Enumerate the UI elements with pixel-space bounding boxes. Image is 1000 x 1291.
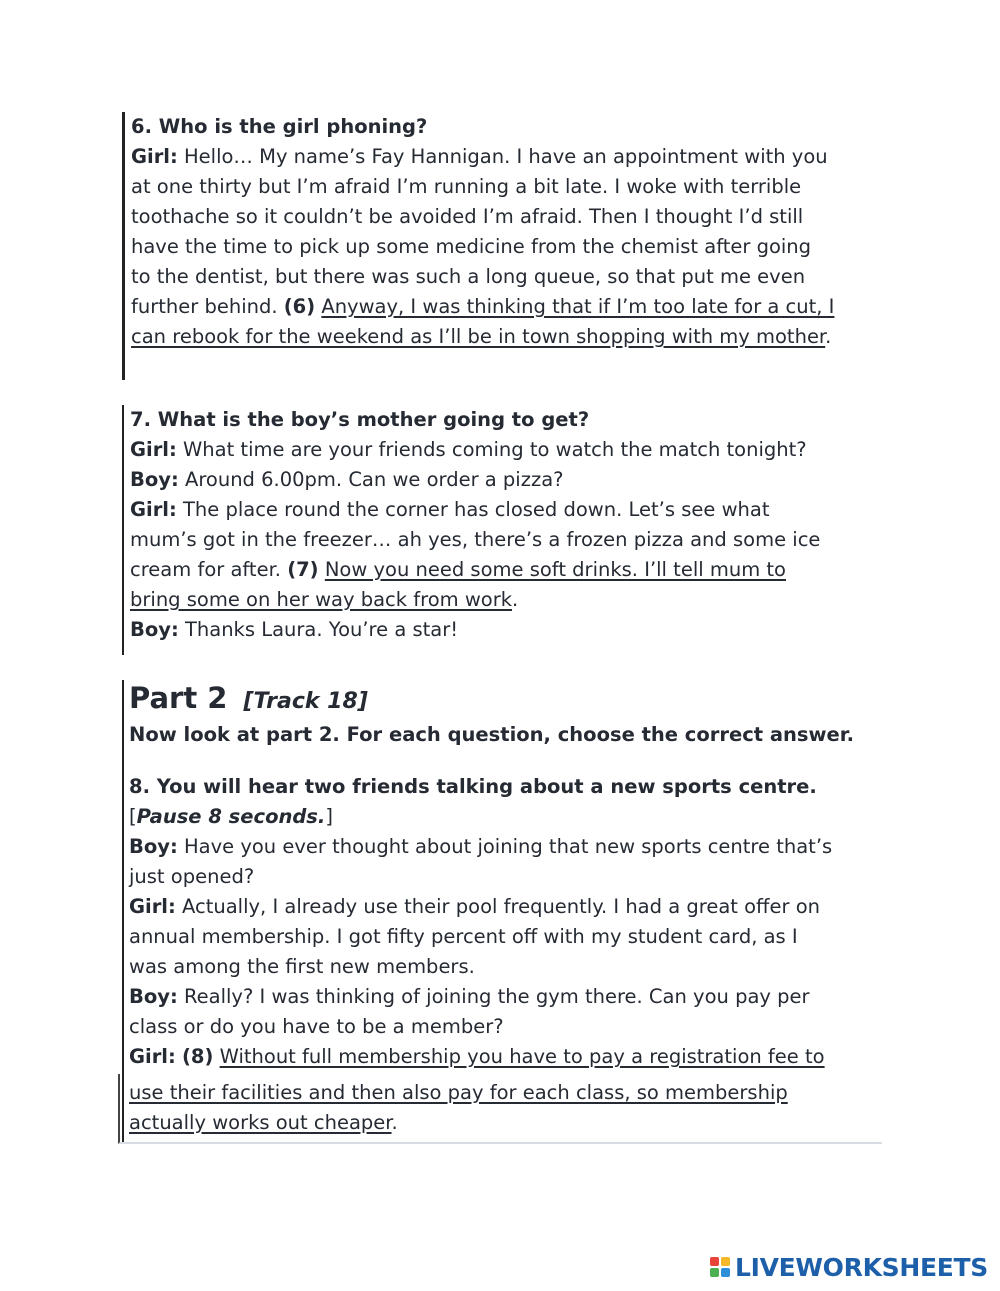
transcript-line: Boy: Thanks Laura. You’re a star!: [130, 618, 459, 641]
transcript-line: Girl: What time are your friends coming to watch the match tonight?: [130, 438, 807, 461]
speaker-label: Girl:: [130, 438, 177, 461]
transcript-line: bring some on her way back from work.: [130, 588, 519, 611]
transcript-line: Girl: Actually, I already use their pool frequently. I had a great offer on: [129, 895, 820, 918]
transcript-line: annual membership. I got fifty percent off with my student card, as I: [129, 925, 798, 948]
speaker-label: Boy:: [130, 468, 179, 491]
transcript-line: further behind. (6) Anyway, I was thinking that if I’m too late for a cut, I: [131, 295, 835, 318]
question-7-block: [122, 405, 870, 655]
transcript-line: Boy: Have you ever thought about joining that new sports centre that’s: [129, 835, 833, 858]
transcript-line: toothache so it couldn’t be avoided I’m afraid. Then I thought I’d still: [131, 205, 804, 228]
transcript-line: class or do you have to be a member?: [129, 1015, 504, 1038]
question-6-title: 6. Who is the girl phoning?: [131, 115, 428, 138]
answer-text: Now you need some soft drinks. I’ll tell mum to: [324, 558, 786, 581]
answer-text: use their facilities and then also pay for each class, so membership: [129, 1081, 788, 1104]
speaker-label: Boy:: [130, 618, 179, 641]
transcript-line: have the time to pick up some medicine from the chemist after going: [131, 235, 812, 258]
speaker-label: Girl:: [131, 145, 178, 168]
transcript-line: was among the first new members.: [129, 955, 475, 978]
speaker-label: Boy:: [129, 835, 178, 858]
transcript-line: at one thirty but I’m afraid I’m running a bit late. I woke with terrible: [131, 175, 802, 198]
logo-text: LIVEWORKSHEETS: [734, 1252, 988, 1282]
question-8-title: 8. You will hear two friends talking about a new sports centre.: [129, 775, 817, 798]
liveworksheets-logo[interactable]: [710, 1253, 988, 1281]
transcript-line: Boy: Really? I was thinking of joining the gym there. Can you pay per: [129, 985, 810, 1008]
logo-square: [721, 1257, 730, 1266]
track-label: [Track 18]: [243, 689, 368, 714]
answer-marker: (7): [287, 558, 319, 581]
part-2-instruction: Now look at part 2. For each question, choose the correct answer.: [129, 723, 855, 746]
transcript-line: Girl: Hello… My name’s Fay Hannigan. I have an appointment with you: [131, 145, 828, 168]
answer-marker: (6): [283, 295, 316, 318]
transcript-line: [129, 1042, 881, 1072]
transcript-line: Boy: Around 6.00pm. Can we order a pizza?: [130, 468, 564, 491]
speaker-label: Girl:: [129, 895, 176, 918]
answer-text: can rebook for the weekend as I’ll be in town shopping with my mother: [131, 325, 826, 348]
transcript-line: Girl: The place round the corner has closed down. Let’s see what: [130, 498, 770, 521]
logo-square: [710, 1257, 719, 1266]
answer-text: Anyway, I was thinking that if I’m too late for a cut, I: [321, 295, 835, 318]
question-6-block: [122, 112, 871, 380]
part-2-block: [122, 680, 881, 1142]
logo-icon: [710, 1257, 730, 1277]
transcript-line: mum’s got in the freezer… ah yes, there’s a frozen pizza and some ice: [130, 528, 821, 551]
transcript-line: just opened?: [129, 865, 255, 888]
pause-note: [Pause 8 seconds.]: [129, 805, 333, 828]
question-7-title: 7. What is the boy’s mother going to get?: [130, 408, 590, 431]
scan-border: [118, 1074, 882, 1144]
transcript-line: can rebook for the weekend as I’ll be in town shopping with my mother.: [131, 325, 832, 348]
transcript-line: to the dentist, but there was such a long queue, so that put me even: [131, 265, 806, 288]
answer-marker: (8): [182, 1045, 214, 1068]
answer-text: Without full membership you have to pay a registration fee to: [219, 1045, 825, 1068]
speaker-label: Girl:: [129, 1045, 176, 1068]
logo-square: [710, 1268, 719, 1277]
speaker-label: Girl:: [130, 498, 177, 521]
answer-text: actually works out cheaper: [129, 1111, 392, 1134]
answer-text: bring some on her way back from work: [130, 588, 513, 611]
speaker-label: Boy:: [129, 985, 178, 1008]
part-2-heading: Part 2 [Track 18]: [129, 681, 368, 715]
transcript-line: actually works out cheaper.: [129, 1111, 398, 1134]
logo-square: [721, 1268, 730, 1277]
transcript-line: cream for after. (7) Now you need some soft drinks. I’ll tell mum to: [130, 558, 786, 581]
